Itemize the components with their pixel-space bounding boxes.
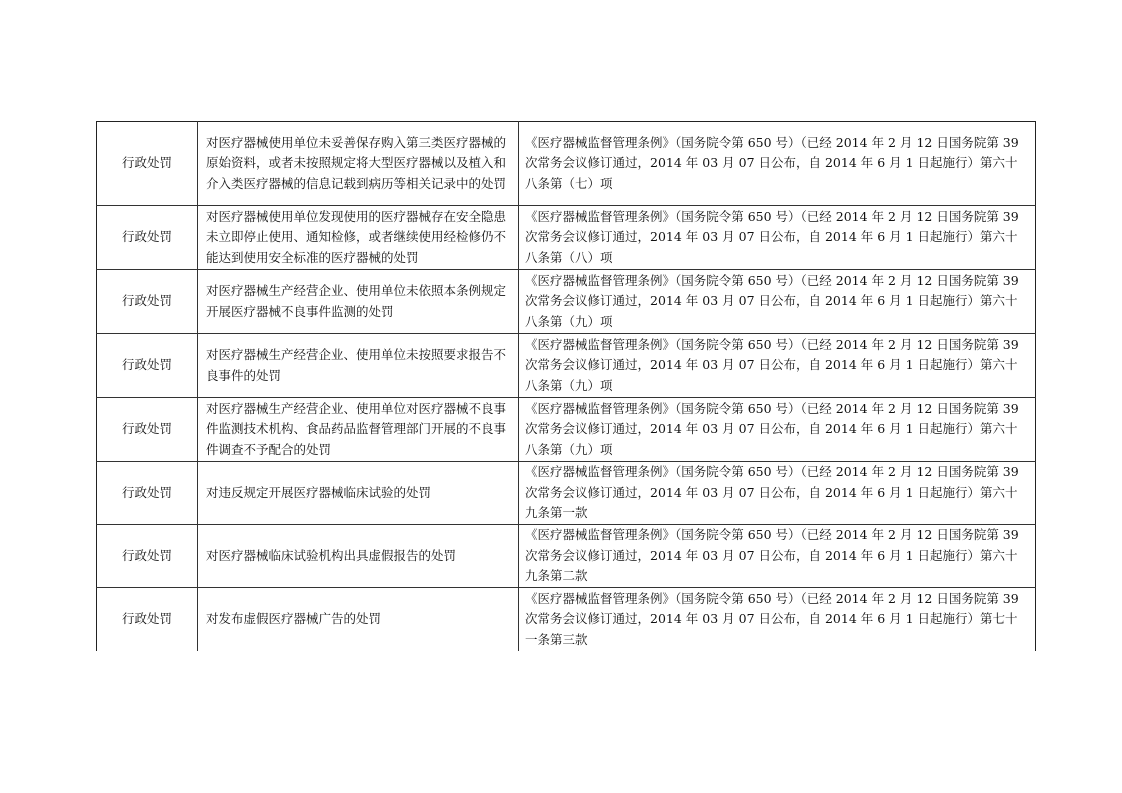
type-cell: 行政处罚: [97, 122, 198, 206]
basis-cell: 《医疗器械监督管理条例》（国务院令第 650 号）（已经 2014 年 2 月 12 日国务院第 39 次常务会议修订通过，2014 年 03 月 07 日公布，自 2014 年 6 月 1 日起施行）第六十九条第一款: [525, 464, 1019, 521]
type-cell: 行政处罚: [97, 588, 198, 651]
basis-cell: 《医疗器械监督管理条例》（国务院令第 650 号）（已经 2014 年 2 月 12 日国务院第 39 次常务会议修订通过，2014 年 03 月 07 日公布，自 2014 年 6 月 1 日起施行）第六十八条第（七）项: [525, 134, 1019, 191]
item-cell: 对医疗器械临床试验机构出具虚假报告的处罚: [206, 547, 457, 563]
item-cell: 对医疗器械生产经营企业、使用单位对医疗器械不良事件监测技术机构、食品药品监督管理部门开展的不良事件调查不予配合的处罚: [206, 400, 507, 457]
item-cell: 对医疗器械生产经营企业、使用单位未依照本条例规定开展医疗器械不良事件监测的处罚: [206, 283, 507, 319]
table-row: [97, 206, 1036, 270]
type-cell: 行政处罚: [97, 398, 198, 462]
item-cell: 对医疗器械生产经营企业、使用单位未按照要求报告不良事件的处罚: [206, 347, 507, 383]
table-row: [97, 122, 1036, 206]
table-row: [97, 334, 1036, 398]
type-cell: 行政处罚: [97, 206, 198, 270]
basis-cell: 《医疗器械监督管理条例》（国务院令第 650 号）（已经 2014 年 2 月 12 日国务院第 39 次常务会议修订通过，2014 年 03 月 07 日公布，自 2014 年 6 月 1 日起施行）第六十八条第（八）项: [525, 208, 1019, 265]
type-cell: 行政处罚: [97, 334, 198, 398]
table-row: [97, 462, 1036, 525]
basis-cell: 《医疗器械监督管理条例》（国务院令第 650 号）（已经 2014 年 2 月 12 日国务院第 39 次常务会议修订通过，2014 年 03 月 07 日公布，自 2014 年 6 月 1 日起施行）第七十一条第三款: [525, 590, 1019, 647]
item-cell: 对发布虚假医疗器械广告的处罚: [206, 611, 382, 626]
table-row: [97, 398, 1036, 462]
basis-cell: 《医疗器械监督管理条例》（国务院令第 650 号）（已经 2014 年 2 月 12 日国务院第 39 次常务会议修订通过，2014 年 03 月 07 日公布，自 2014 年 6 月 1 日起施行）第六十九条第二款: [525, 527, 1019, 584]
basis-cell: 《医疗器械监督管理条例》（国务院令第 650 号）（已经 2014 年 2 月 12 日国务院第 39 次常务会议修订通过，2014 年 03 月 07 日公布，自 2014 年 6 月 1 日起施行）第六十八条第（九）项: [525, 336, 1019, 393]
item-cell: 对违反规定开展医疗器械临床试验的处罚: [206, 484, 432, 500]
type-cell: 行政处罚: [97, 525, 198, 588]
type-cell: 行政处罚: [97, 462, 198, 525]
type-cell: 行政处罚: [97, 270, 198, 334]
basis-cell: 《医疗器械监督管理条例》（国务院令第 650 号）（已经 2014 年 2 月 12 日国务院第 39 次常务会议修订通过，2014 年 03 月 07 日公布，自 2014 年 6 月 1 日起施行）第六十八条第（九）项: [525, 400, 1019, 457]
item-cell: 对医疗器械使用单位发现使用的医疗器械存在安全隐患未立即停止使用、通知检修，或者继续使用经检修仍不能达到使用安全标准的医疗器械的处罚: [206, 208, 507, 265]
penalty-table: [96, 121, 1036, 651]
table-row: [97, 525, 1036, 588]
table-row: [97, 588, 1036, 651]
basis-cell: 《医疗器械监督管理条例》（国务院令第 650 号）（已经 2014 年 2 月 12 日国务院第 39 次常务会议修订通过，2014 年 03 月 07 日公布，自 2014 年 6 月 1 日起施行）第六十八条第（九）项: [525, 272, 1019, 329]
item-cell: 对医疗器械使用单位未妥善保存购入第三类医疗器械的原始资料，或者未按照规定将大型医疗器械以及植入和介入类医疗器械的信息记载到病历等相关记录中的处罚: [206, 134, 507, 191]
table-row: [97, 270, 1036, 334]
